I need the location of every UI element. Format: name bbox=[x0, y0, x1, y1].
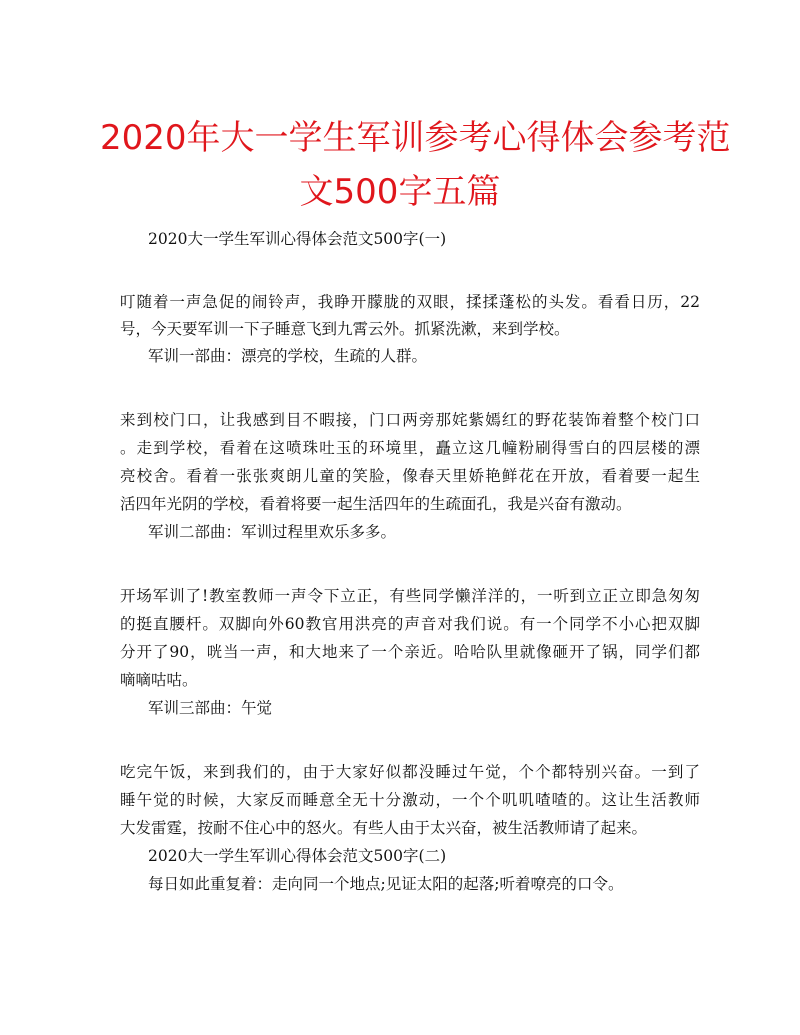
paragraph-line: 来到校门口，让我感到目不暇接，门口两旁那姹紫嫣红的野花装饰着整个校门口 bbox=[120, 411, 700, 429]
paragraph-line: 睡午觉的时候，大家反而睡意全无十分激动，一个个叽叽喳喳的。这让生活教师 bbox=[120, 791, 700, 809]
subheading-part-3: 军训三部曲：午觉 bbox=[148, 699, 273, 717]
paragraph-line: 亮校舍。看着一张张爽朗儿童的笑脸，像春天里娇艳鲜花在开放，看着要一起生 bbox=[120, 467, 700, 485]
paragraph-line: 嘀嘀咕咕。 bbox=[120, 671, 198, 689]
paragraph-line: 吃完午饭，来到我们的，由于大家好似都没睡过午觉，个个都特别兴奋。一到了 bbox=[120, 763, 700, 781]
subheading-part-1: 军训一部曲：漂亮的学校，生疏的人群。 bbox=[148, 347, 428, 365]
section-heading-1: 2020大一学生军训心得体会范文500字(一) bbox=[148, 230, 447, 248]
paragraph-line: 的挺直腰杆。双脚向外60教官用洪亮的声音对我们说。有一个同学不小心把双脚 bbox=[120, 615, 700, 633]
document-title-line-2: 文500字五篇 bbox=[299, 172, 501, 212]
paragraph-line: 开场军训了!教室教师一声令下立正，有些同学懒洋洋的，一听到立正立即急匆匆 bbox=[120, 587, 700, 605]
section-heading-2: 2020大一学生军训心得体会范文500字(二) bbox=[148, 847, 447, 865]
paragraph-line: 号，今天要军训一下子睡意飞到九霄云外。抓紧洗漱，来到学校。 bbox=[120, 320, 570, 338]
document-title-line-1: 2020年大一学生军训参考心得体会参考范 bbox=[100, 118, 731, 158]
paragraph-line: 。走到学校，看着在这喷珠吐玉的环境里，矗立这几幢粉刷得雪白的四层楼的漂 bbox=[120, 439, 700, 457]
paragraph-line: 分开了90，咣当一声，和大地来了一个亲近。哈哈队里就像砸开了锅，同学们都 bbox=[120, 643, 700, 661]
paragraph-line: 叮随着一声急促的闹铃声，我睁开朦胧的双眼，揉揉蓬松的头发。看看日历，22 bbox=[120, 293, 700, 311]
paragraph-line: 每日如此重复着：走向同一个地点;见证太阳的起落;听着嘹亮的口令。 bbox=[148, 875, 624, 893]
paragraph-line: 活四年光阴的学校，看着将要一起生活四年的生疏面孔，我是兴奋有激动。 bbox=[120, 495, 632, 513]
paragraph-line: 大发雷霆，按耐不住心中的怒火。有些人由于太兴奋，被生活教师请了起来。 bbox=[120, 819, 648, 837]
subheading-part-2: 军训二部曲：军训过程里欢乐多多。 bbox=[148, 523, 397, 541]
